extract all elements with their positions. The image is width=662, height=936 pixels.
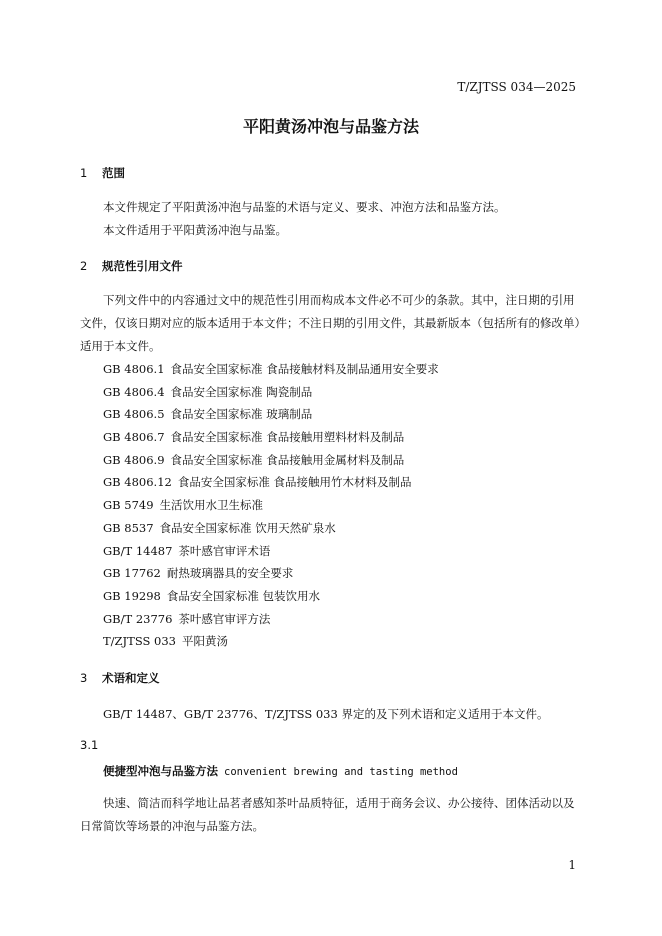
reference-title: 食品安全国家标准 食品接触用竹木材料及制品 [177, 475, 412, 490]
reference-title: 茶叶感官审评术语 [178, 543, 271, 558]
section-number: 3 [80, 671, 88, 685]
term-definition: 快速、简洁而科学地让品茗者感知茶叶品质特征，适用于商务会议、办公接待、团体活动以及日常简饮等场景的冲泡与品鉴方法。 [80, 796, 575, 833]
term-entry [103, 763, 458, 779]
reference-code: GB 4806.5 [103, 407, 165, 422]
document-number: T/ZJTSS 034—2025 [457, 80, 576, 94]
section-heading-scope [80, 165, 125, 181]
reference-title: 食品安全国家标准 食品接触用塑料材料及制品 [170, 430, 405, 445]
reference-code: GB 4806.12 [103, 475, 172, 490]
reference-title: 食品安全国家标准 陶瓷制品 [170, 384, 313, 399]
reference-item [103, 540, 439, 563]
reference-item [103, 630, 439, 653]
reference-item [103, 381, 439, 404]
paragraph: 本文件适用于平阳黄汤冲泡与品鉴。 [103, 223, 287, 237]
reference-item [103, 494, 439, 517]
reference-title: 平阳黄汤 [181, 634, 228, 649]
term-english: convenient brewing and tasting method [224, 766, 458, 778]
reference-code: GB 4806.9 [103, 452, 165, 467]
paragraph: GB/T 14487、GB/T 23776、T/ZJTSS 033 界定的及下列术语和定义适用于本文件。 [103, 707, 549, 721]
reference-title: 食品安全国家标准 食品接触用金属材料及制品 [170, 452, 405, 467]
reference-code: GB 4806.4 [103, 384, 165, 399]
reference-item [103, 517, 439, 540]
reference-item [103, 562, 439, 585]
reference-code: GB 17762 [103, 566, 161, 581]
term-number: 3.1 [80, 738, 99, 752]
reference-title: 耐热玻璃器具的安全要求 [166, 566, 294, 581]
reference-code: GB/T 14487 [103, 543, 173, 558]
reference-item [103, 403, 439, 426]
reference-item [103, 608, 439, 631]
reference-title: 生活饮用水卫生标准 [159, 498, 264, 513]
reference-title: 食品安全国家标准 食品接触材料及制品通用安全要求 [170, 362, 439, 376]
reference-item [103, 358, 439, 381]
section-title: 规范性引用文件 [102, 259, 183, 273]
reference-code: GB 19298 [103, 588, 161, 603]
reference-code: GB/T 23776 [103, 611, 173, 626]
paragraph: 下列文件中的内容通过文中的规范性引用而构成本文件必不可少的条款。其中，注日期的引用文件，仅该日期对应的版本适用于本文件；不注日期的引用文件，其最新版本（包括所有的修改单）适用于本文件。 [80, 293, 581, 353]
section-title: 范围 [102, 166, 126, 180]
reference-title: 食品安全国家标准 饮用天然矿泉水 [159, 520, 336, 535]
reference-code: GB 4806.1 [103, 362, 165, 376]
reference-item [103, 449, 439, 472]
section-number: 2 [80, 259, 88, 273]
reference-title: 茶叶感官审评方法 [178, 611, 271, 626]
paragraph: 本文件规定了平阳黄汤冲泡与品鉴的术语与定义、要求、冲泡方法和品鉴方法。 [103, 200, 506, 214]
reference-code: GB 5749 [103, 498, 154, 513]
reference-title: 食品安全国家标准 玻璃制品 [170, 407, 313, 422]
reference-item [103, 585, 439, 608]
document-title: 平阳黄汤冲泡与品鉴方法 [242, 117, 419, 136]
section-number: 1 [80, 166, 88, 180]
term-chinese: 便捷型冲泡与品鉴方法 [103, 764, 218, 778]
page-number: 1 [568, 858, 576, 872]
section-title: 术语和定义 [102, 671, 160, 685]
section-heading-terms [80, 670, 160, 686]
reference-code: T/ZJTSS 033 [103, 634, 176, 649]
section-heading-normative-references [80, 258, 183, 274]
reference-item [103, 471, 439, 494]
reference-item [103, 426, 439, 449]
reference-list [103, 358, 439, 653]
reference-title: 食品安全国家标准 包装饮用水 [166, 588, 321, 603]
reference-code: GB 4806.7 [103, 430, 165, 445]
reference-code: GB 8537 [103, 520, 154, 535]
